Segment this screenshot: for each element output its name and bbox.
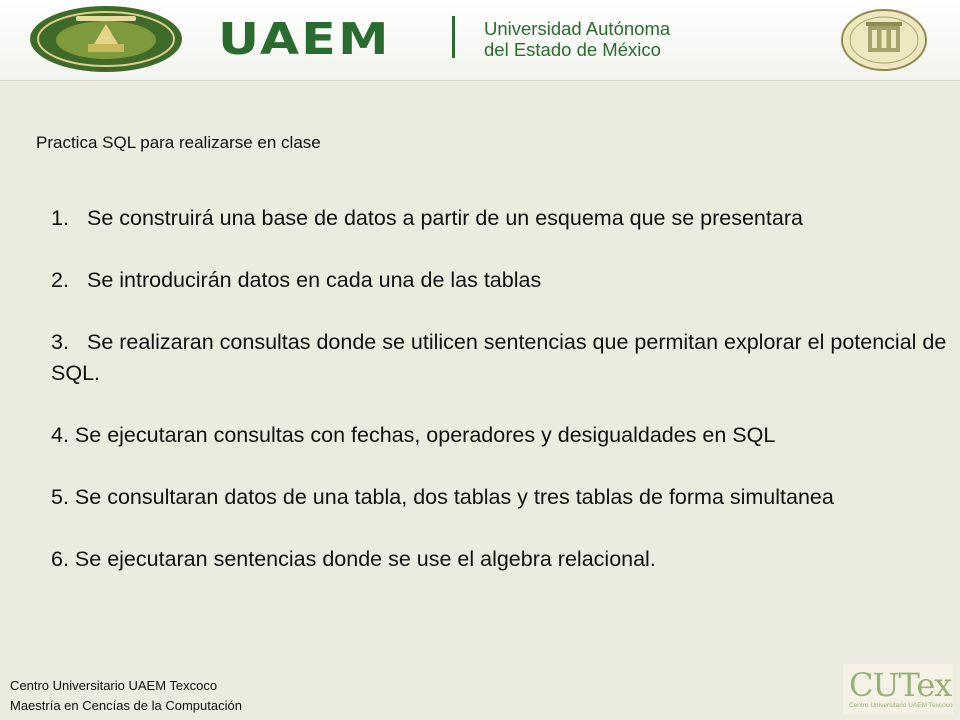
list-item: 5. Se consultaran datos de una tabla, dos tablas y tres tablas de forma simultanea bbox=[51, 485, 834, 509]
footer-line1: Centro Universitario UAEM Texcoco bbox=[10, 678, 218, 693]
uaem-logo-text: UAEM bbox=[218, 14, 391, 65]
footer bbox=[10, 676, 242, 716]
footer-line2: Maestría en Cencías de la Computación bbox=[10, 698, 242, 713]
list-item: 6. Se ejecutaran sentencias donde se use el algebra relacional. bbox=[51, 547, 656, 571]
list-item: 2. Se introducirán datos en cada una de las tablas bbox=[51, 268, 542, 292]
header-banner bbox=[0, 0, 960, 81]
list-item: 4. Se ejecutaran consultas con fechas, operadores y desigualdades en SQL bbox=[51, 423, 776, 447]
practice-list bbox=[51, 203, 951, 575]
building-seal-icon bbox=[840, 8, 928, 72]
university-name bbox=[484, 18, 670, 60]
cutex-logo-text: CUTex bbox=[849, 666, 952, 704]
list-item: 1. Se construirá una base de datos a partir de un esquema que se presentara bbox=[51, 206, 803, 230]
intro-text: Practica SQL para realizarse en clase bbox=[36, 133, 321, 152]
university-name-line1: Universidad Autónoma bbox=[484, 18, 671, 39]
cutex-logo-subtitle: Centro Universitario UAEM Texcoco bbox=[849, 702, 953, 709]
uaem-coat-of-arms-icon bbox=[28, 4, 184, 74]
logo-divider bbox=[452, 16, 455, 58]
list-item: 3. Se realizaran consultas donde se utilicen sentencias que permitan explorar el potencial de SQL. bbox=[51, 330, 947, 385]
university-name-line2: del Estado de México bbox=[484, 39, 661, 60]
cutex-logo bbox=[843, 664, 953, 714]
